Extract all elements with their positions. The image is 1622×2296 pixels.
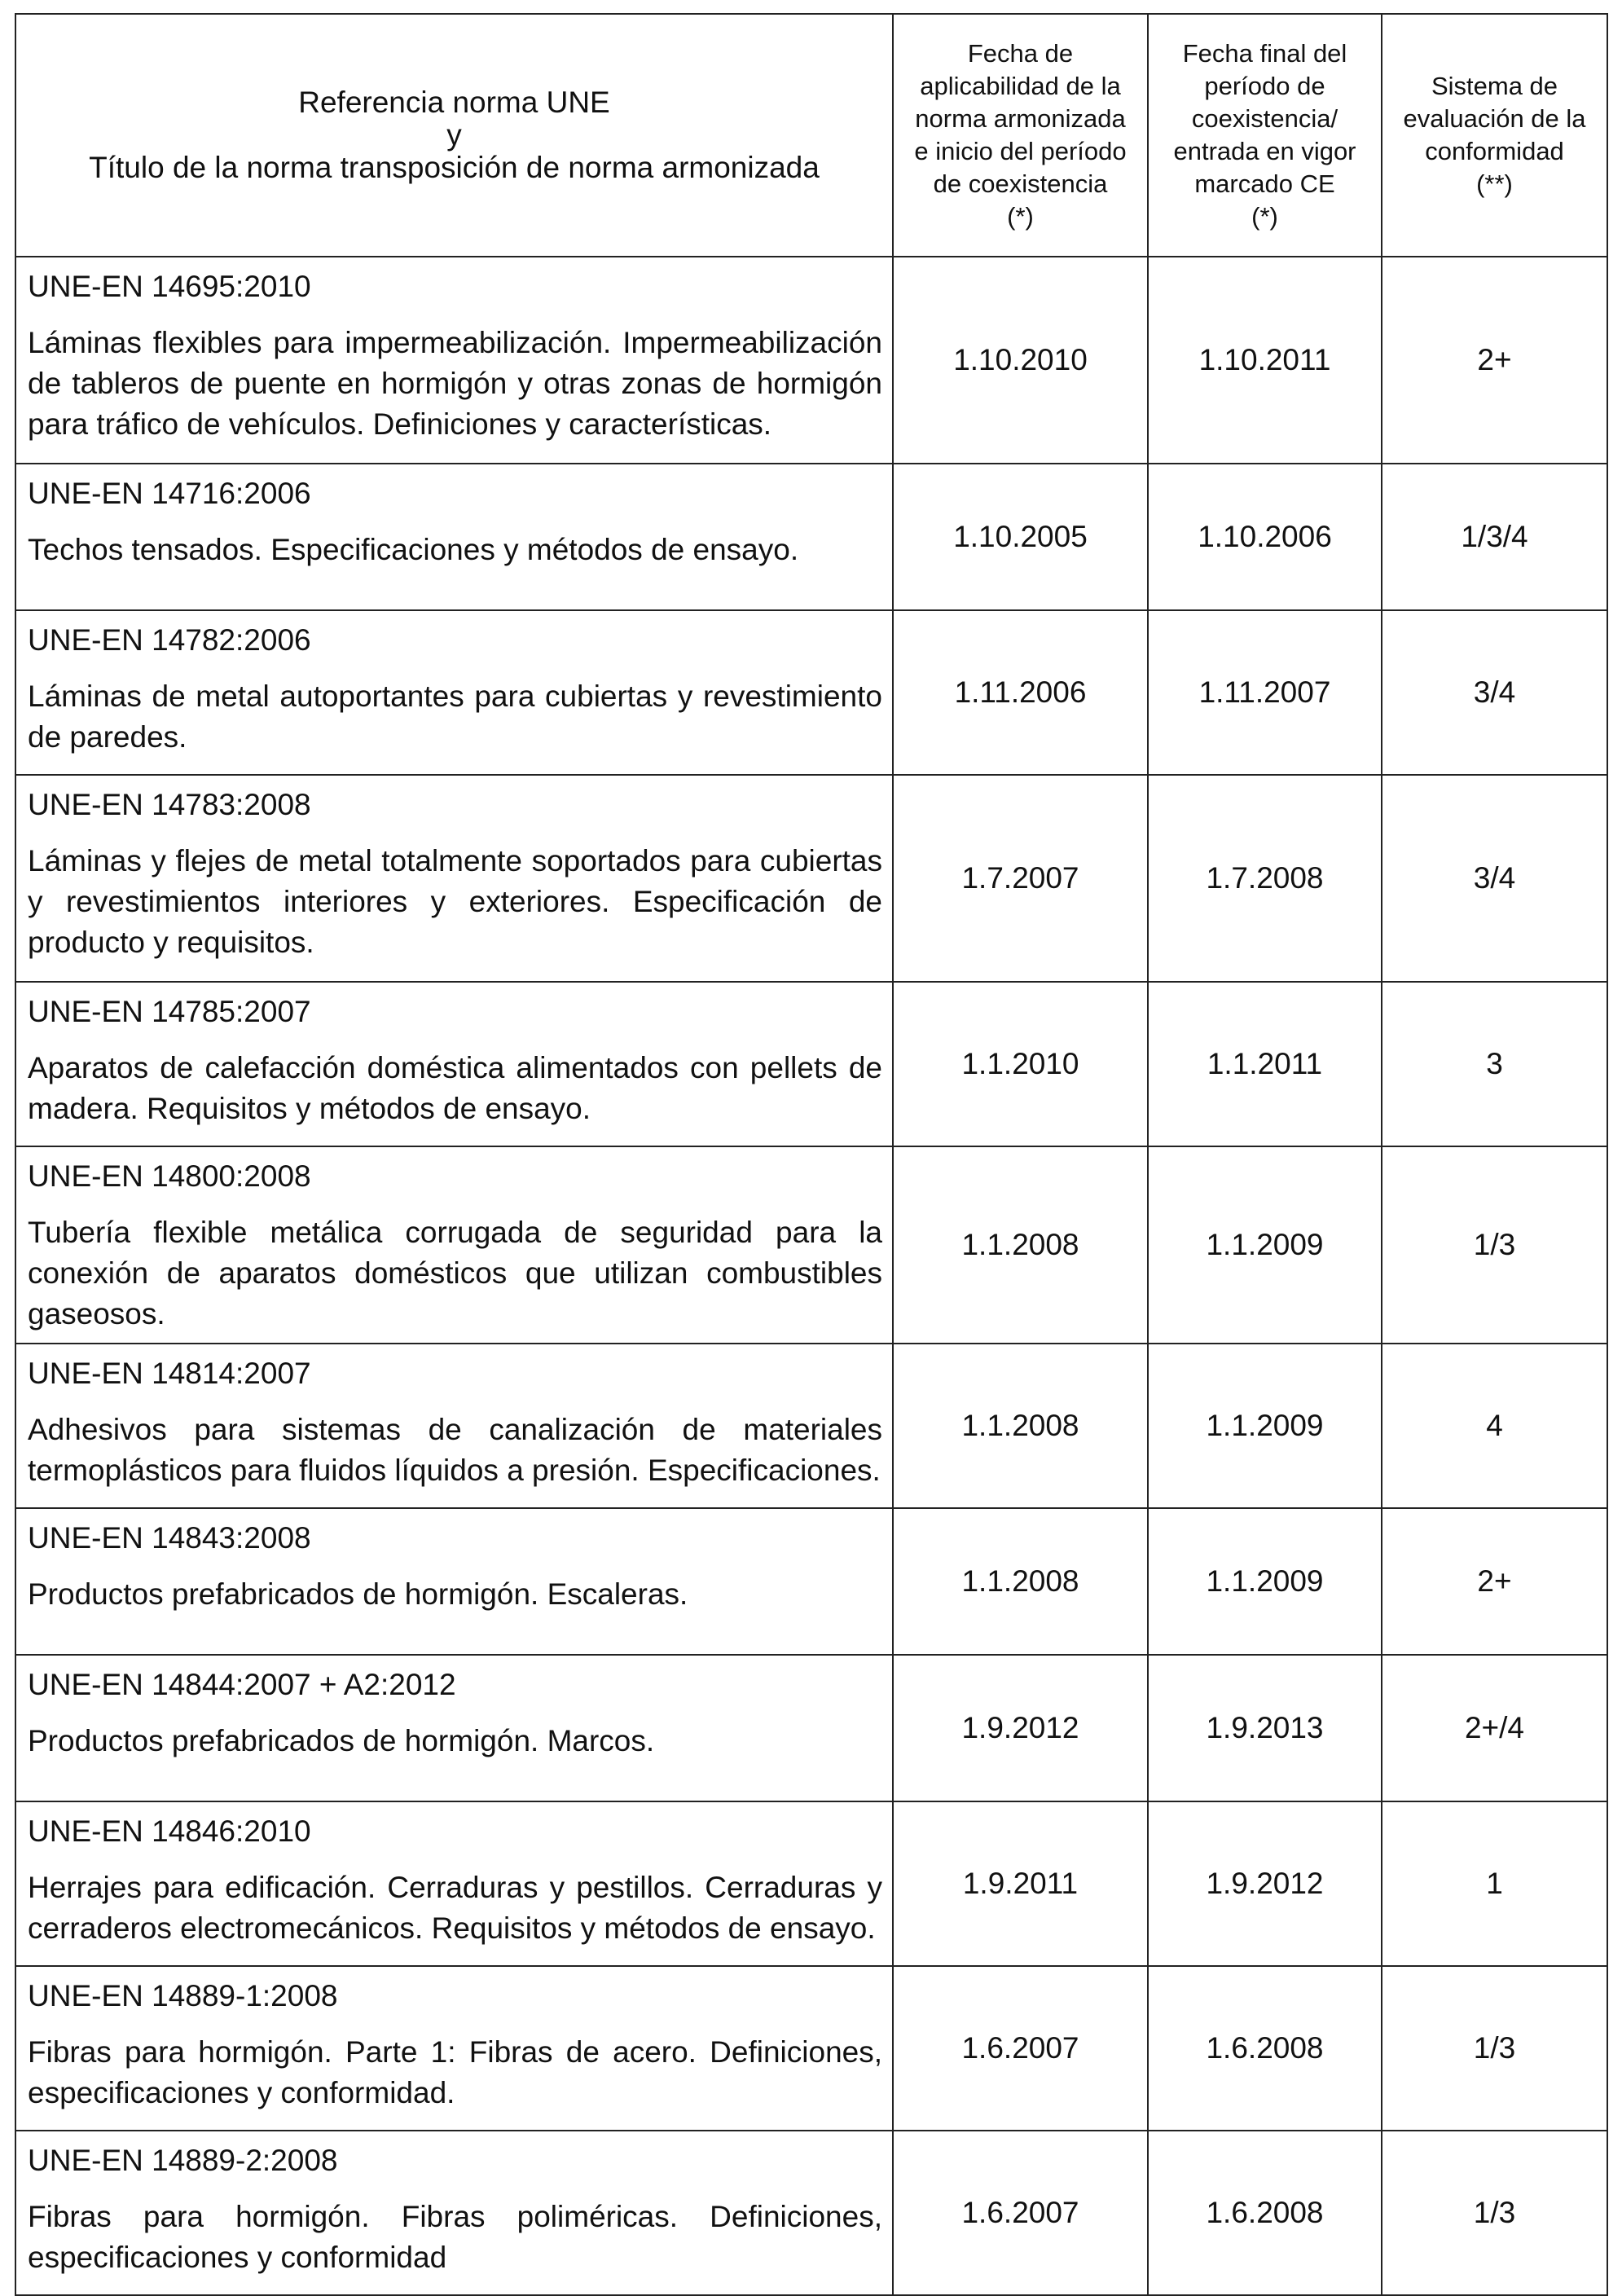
table-row xyxy=(15,1801,1607,1966)
header-line: coexistencia/ xyxy=(1191,104,1338,133)
header-line: de coexistencia xyxy=(933,169,1108,198)
conformity-system: 2+ xyxy=(1382,1508,1607,1655)
coexistence-end-date: 1.1.2009 xyxy=(1148,1146,1382,1344)
applicability-date: 1.9.2011 xyxy=(893,1801,1148,1966)
table-row xyxy=(15,1344,1607,1508)
reference-cell xyxy=(15,610,893,775)
table-row xyxy=(15,775,1607,982)
header-line: Fecha final del xyxy=(1182,39,1347,68)
conformity-system: 1/3 xyxy=(1382,1146,1607,1344)
norm-reference: UNE-EN 14844:2007 + A2:2012 xyxy=(28,1668,456,1701)
header-line: (*) xyxy=(1007,202,1034,231)
standards-table xyxy=(15,13,1608,2296)
table-row xyxy=(15,1508,1607,1655)
conformity-system: 3/4 xyxy=(1382,610,1607,775)
coexistence-end-date: 1.9.2012 xyxy=(1148,1801,1382,1966)
coexistence-end-date: 1.9.2013 xyxy=(1148,1655,1382,1801)
header-line: aplicabilidad de la xyxy=(920,72,1121,100)
applicability-date: 1.6.2007 xyxy=(893,2131,1148,2295)
norm-title: Techos tensados. Especificaciones y métodos de ensayo. xyxy=(28,533,799,566)
conformity-system: 1 xyxy=(1382,1801,1607,1966)
header-line: Referencia norma UNE xyxy=(298,86,610,119)
norm-reference: UNE-EN 14783:2008 xyxy=(28,788,311,821)
norm-title: Láminas y flejes de metal totalmente soportados para cubiertas y revestimientos interiores y exteriores. Especificación de producto y requisitos. xyxy=(28,844,882,959)
header-line: e inicio del período xyxy=(914,137,1127,165)
norm-reference: UNE-EN 14785:2007 xyxy=(28,995,311,1028)
conformity-system: 2+ xyxy=(1382,257,1607,464)
conformity-system: 4 xyxy=(1382,1344,1607,1508)
coexistence-end-date: 1.1.2009 xyxy=(1148,1344,1382,1508)
reference-cell xyxy=(15,775,893,982)
norm-title: Herrajes para edificación. Cerraduras y pestillos. Cerraduras y cerraderos electromecánicos. Requisitos y métodos de ensayo. xyxy=(28,1871,882,1945)
table-row xyxy=(15,610,1607,775)
coexistence-end-date: 1.7.2008 xyxy=(1148,775,1382,982)
reference-cell xyxy=(15,2131,893,2295)
reference-cell xyxy=(15,982,893,1146)
table-row xyxy=(15,982,1607,1146)
header-line: conformidad xyxy=(1425,137,1564,165)
norm-title: Láminas de metal autoportantes para cubiertas y revestimiento de paredes. xyxy=(28,680,882,754)
applicability-date: 1.1.2008 xyxy=(893,1146,1148,1344)
norm-reference: UNE-EN 14843:2008 xyxy=(28,1521,311,1555)
header-line: período de xyxy=(1204,72,1325,100)
norm-title: Fibras para hormigón. Fibras poliméricas. Definiciones, especificaciones y conformidad xyxy=(28,2200,882,2274)
norm-reference: UNE-EN 14695:2010 xyxy=(28,270,311,303)
coexistence-end-date: 1.11.2007 xyxy=(1148,610,1382,775)
reference-cell xyxy=(15,1146,893,1344)
norm-reference: UNE-EN 14782:2006 xyxy=(28,623,311,657)
reference-cell xyxy=(15,1801,893,1966)
conformity-system: 3/4 xyxy=(1382,775,1607,982)
header-applicability-date xyxy=(893,14,1148,257)
norm-title: Adhesivos para sistemas de canalización de materiales termoplásticos para fluidos líquidos a presión. Especificaciones. xyxy=(28,1413,882,1487)
conformity-system: 2+/4 xyxy=(1382,1655,1607,1801)
norm-reference: UNE-EN 14846:2010 xyxy=(28,1814,311,1848)
table-header-row xyxy=(15,14,1607,257)
norm-reference: UNE-EN 14889-1:2008 xyxy=(28,1979,338,2012)
coexistence-end-date: 1.1.2011 xyxy=(1148,982,1382,1146)
reference-cell xyxy=(15,1966,893,2131)
reference-cell xyxy=(15,1344,893,1508)
header-line: entrada en vigor xyxy=(1173,137,1356,165)
header-line: evaluación de la xyxy=(1403,104,1586,133)
norm-title: Aparatos de calefacción doméstica alimentados con pellets de madera. Requisitos y métodos de ensayo. xyxy=(28,1051,882,1125)
header-line: marcado CE xyxy=(1194,169,1335,198)
header-line: (**) xyxy=(1476,169,1513,198)
applicability-date: 1.10.2005 xyxy=(893,464,1148,610)
table-row xyxy=(15,257,1607,464)
reference-cell xyxy=(15,464,893,610)
norm-reference: UNE-EN 14716:2006 xyxy=(28,477,311,510)
applicability-date: 1.11.2006 xyxy=(893,610,1148,775)
applicability-date: 1.1.2008 xyxy=(893,1344,1148,1508)
applicability-date: 1.1.2008 xyxy=(893,1508,1148,1655)
table-row xyxy=(15,2131,1607,2295)
header-line: Fecha de xyxy=(967,39,1074,68)
header-line: y xyxy=(446,118,462,152)
reference-cell xyxy=(15,257,893,464)
conformity-system: 1/3 xyxy=(1382,1966,1607,2131)
reference-cell xyxy=(15,1508,893,1655)
conformity-system: 1/3 xyxy=(1382,2131,1607,2295)
header-conformity-system xyxy=(1382,14,1607,257)
applicability-date: 1.6.2007 xyxy=(893,1966,1148,2131)
conformity-system: 3 xyxy=(1382,982,1607,1146)
norm-title: Láminas flexibles para impermeabilización. Impermeabilización de tableros de puente en hormigón y otras zonas de hormigón para tráfico de vehículos. Definiciones y características. xyxy=(28,326,882,441)
applicability-date: 1.9.2012 xyxy=(893,1655,1148,1801)
coexistence-end-date: 1.10.2006 xyxy=(1148,464,1382,610)
coexistence-end-date: 1.6.2008 xyxy=(1148,1966,1382,2131)
norm-reference: UNE-EN 14889-2:2008 xyxy=(28,2144,338,2177)
reference-cell xyxy=(15,1655,893,1801)
norm-reference: UNE-EN 14800:2008 xyxy=(28,1159,311,1193)
applicability-date: 1.7.2007 xyxy=(893,775,1148,982)
header-line: Título de la norma transposición de norma armonizada xyxy=(89,151,820,184)
header-coexistence-end-date xyxy=(1148,14,1382,257)
header-line: (*) xyxy=(1251,202,1278,231)
norm-title: Tubería flexible metálica corrugada de seguridad para la conexión de aparatos domésticos que utilizan combustibles gaseosos. xyxy=(28,1216,882,1331)
applicability-date: 1.1.2010 xyxy=(893,982,1148,1146)
header-line: Sistema de xyxy=(1431,72,1558,100)
applicability-date: 1.10.2010 xyxy=(893,257,1148,464)
table-row xyxy=(15,1146,1607,1344)
table-row xyxy=(15,464,1607,610)
conformity-system: 1/3/4 xyxy=(1382,464,1607,610)
norm-reference: UNE-EN 14814:2007 xyxy=(28,1357,311,1390)
coexistence-end-date: 1.1.2009 xyxy=(1148,1508,1382,1655)
norm-title: Productos prefabricados de hormigón. Escaleras. xyxy=(28,1577,688,1611)
norm-title: Fibras para hormigón. Parte 1: Fibras de acero. Definiciones, especificaciones y conformidad. xyxy=(28,2035,882,2109)
table-row xyxy=(15,1655,1607,1801)
coexistence-end-date: 1.6.2008 xyxy=(1148,2131,1382,2295)
table-row xyxy=(15,1966,1607,2131)
header-line: norma armonizada xyxy=(915,104,1126,133)
norm-title: Productos prefabricados de hormigón. Marcos. xyxy=(28,1724,655,1757)
coexistence-end-date: 1.10.2011 xyxy=(1148,257,1382,464)
header-reference-title xyxy=(15,14,893,257)
